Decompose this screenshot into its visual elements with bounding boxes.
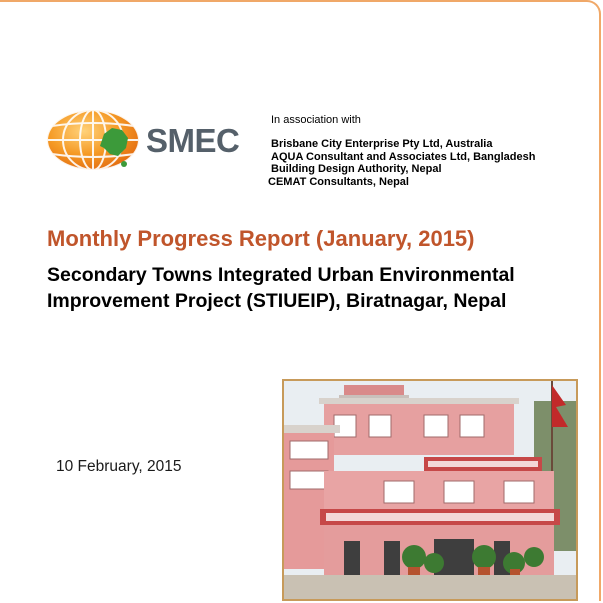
partner-item: AQUA Consultant and Associates Ltd, Bangladesh [271,150,536,163]
partner-list [268,138,568,188]
partner-item: Brisbane City Enterprise Pty Ltd, Australia [271,138,493,150]
globe-australia-icon [46,108,146,176]
partner-item: Building Design Authority, Nepal [271,163,442,175]
project-title [47,262,587,314]
brand-name: SMEC [146,122,240,159]
report-date: 10 February, 2015 [56,458,182,475]
report-title: Monthly Progress Report (January, 2015) [47,226,475,251]
association-heading: In association with [271,114,361,126]
municipal-building-photo [282,379,578,601]
project-title-line-2: Improvement Project (STIUEIP), Biratnagar, Nepal [47,290,507,312]
municipal-building-photo-icon [284,381,576,599]
partner-item: CEMAT Consultants, Nepal [268,175,409,188]
smec-logo [46,108,246,176]
project-title-line-1: Secondary Towns Integrated Urban Environmental [47,264,515,286]
